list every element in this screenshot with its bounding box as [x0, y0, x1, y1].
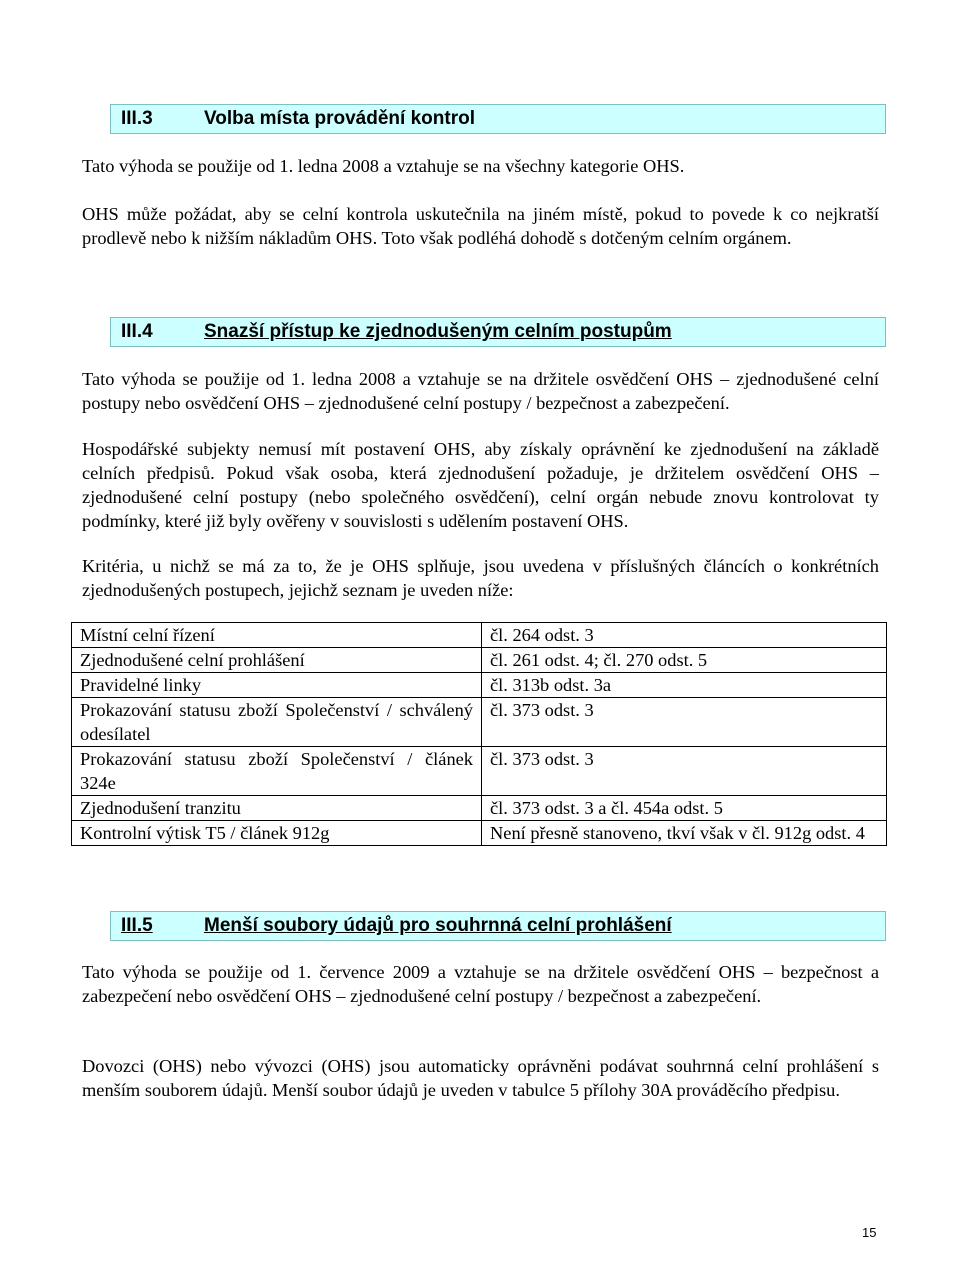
section-3-paragraph-1: Tato výhoda se použije od 1. ledna 2008 a vztahuje se na všechny kategorie OHS.	[82, 156, 685, 176]
article-reference-cell: čl. 373 odst. 3	[482, 747, 887, 796]
procedure-name-cell: Pravidelné linky	[72, 673, 482, 698]
article-reference-cell: čl. 261 odst. 4; čl. 270 odst. 5	[482, 648, 887, 673]
section-5-heading	[110, 911, 886, 941]
table-row	[72, 821, 887, 846]
table-row	[72, 698, 887, 747]
section-4-paragraph-1: Tato výhoda se použije od 1. ledna 2008 a vztahuje se na držitele osvědčení OHS – zjednodušené celní postupy nebo osvědčení OHS – zjednodušené celní postupy / bezpečnost a zabezpečení.	[82, 369, 879, 413]
article-reference-cell: Není přesně stanoveno, tkví však v čl. 912g odst. 4	[482, 821, 887, 846]
section-4-heading	[110, 317, 886, 347]
table-row	[72, 747, 887, 796]
section-5-title: Menší soubory údajů pro souhrnná celní prohlášení	[204, 915, 672, 936]
section-4-paragraph-2: Hospodářské subjekty nemusí mít postavení OHS, aby získaly oprávnění ke zjednodušení na základě celních předpisů. Pokud však osoba, která zjednodušení požaduje, je držitelem osvědčení OHS – zjednodušené celní postupy (nebo společného osvědčení), celní orgán nebude znovu kontrolovat ty podmínky, které již byly ověřeny v souvislosti s udělením postavení OHS.	[82, 439, 879, 531]
section-5-paragraph-2: Dovozci (OHS) nebo vývozci (OHS) jsou automaticky oprávněni podávat souhrnná celní prohlášení s menším souborem údajů. Menší soubor údajů je uveden v tabulce 5 přílohy 30A prováděcího předpisu.	[82, 1056, 879, 1100]
article-reference-cell: čl. 313b odst. 3a	[482, 673, 887, 698]
table-row	[72, 673, 887, 698]
section-4-number: III.4	[121, 321, 153, 342]
procedure-name-cell: Zjednodušení tranzitu	[72, 796, 482, 821]
procedure-name-cell: Prokazování statusu zboží Společenství / schválený odesílatel	[72, 698, 482, 747]
article-reference-cell: čl. 373 odst. 3 a čl. 454a odst. 5	[482, 796, 887, 821]
section-3-heading	[110, 104, 886, 134]
procedure-name-cell: Místní celní řízení	[72, 623, 482, 648]
table-row	[72, 623, 887, 648]
article-reference-cell: čl. 373 odst. 3	[482, 698, 887, 747]
section-4-paragraph-3: Kritéria, u nichž se má za to, že je OHS splňuje, jsou uvedena v příslušných článcích o konkrétních zjednodušených postupech, jejichž seznam je uveden níže:	[82, 556, 879, 600]
section-3-number: III.3	[121, 108, 153, 129]
procedure-name-cell: Zjednodušené celní prohlášení	[72, 648, 482, 673]
article-reference-cell: čl. 264 odst. 3	[482, 623, 887, 648]
procedure-name-cell: Kontrolní výtisk T5 / článek 912g	[72, 821, 482, 846]
section-5-paragraph-1: Tato výhoda se použije od 1. července 2009 a vztahuje se na držitele osvědčení OHS – bezpečnost a zabezpečení nebo osvědčení OHS – zjednodušené celní postupy / bezpečnost a zabezpečení.	[82, 962, 879, 1006]
section-3-title: Volba místa provádění kontrol	[204, 108, 475, 129]
procedure-name-cell: Prokazování statusu zboží Společenství / článek 324e	[72, 747, 482, 796]
section-4-title: Snazší přístup ke zjednodušeným celním postupům	[204, 321, 672, 342]
section-5-number: III.5	[121, 915, 153, 936]
section-3-paragraph-2: OHS může požádat, aby se celní kontrola uskutečnila na jiném místě, pokud to povede k co nejkratší prodlevě nebo k nižším nákladům OHS. Toto však podléhá dohodě s dotčeným celním orgánem.	[82, 204, 879, 248]
table-row	[72, 796, 887, 821]
page-number: 15	[862, 1225, 877, 1240]
simplified-procedures-table	[71, 622, 887, 846]
table-row	[72, 648, 887, 673]
